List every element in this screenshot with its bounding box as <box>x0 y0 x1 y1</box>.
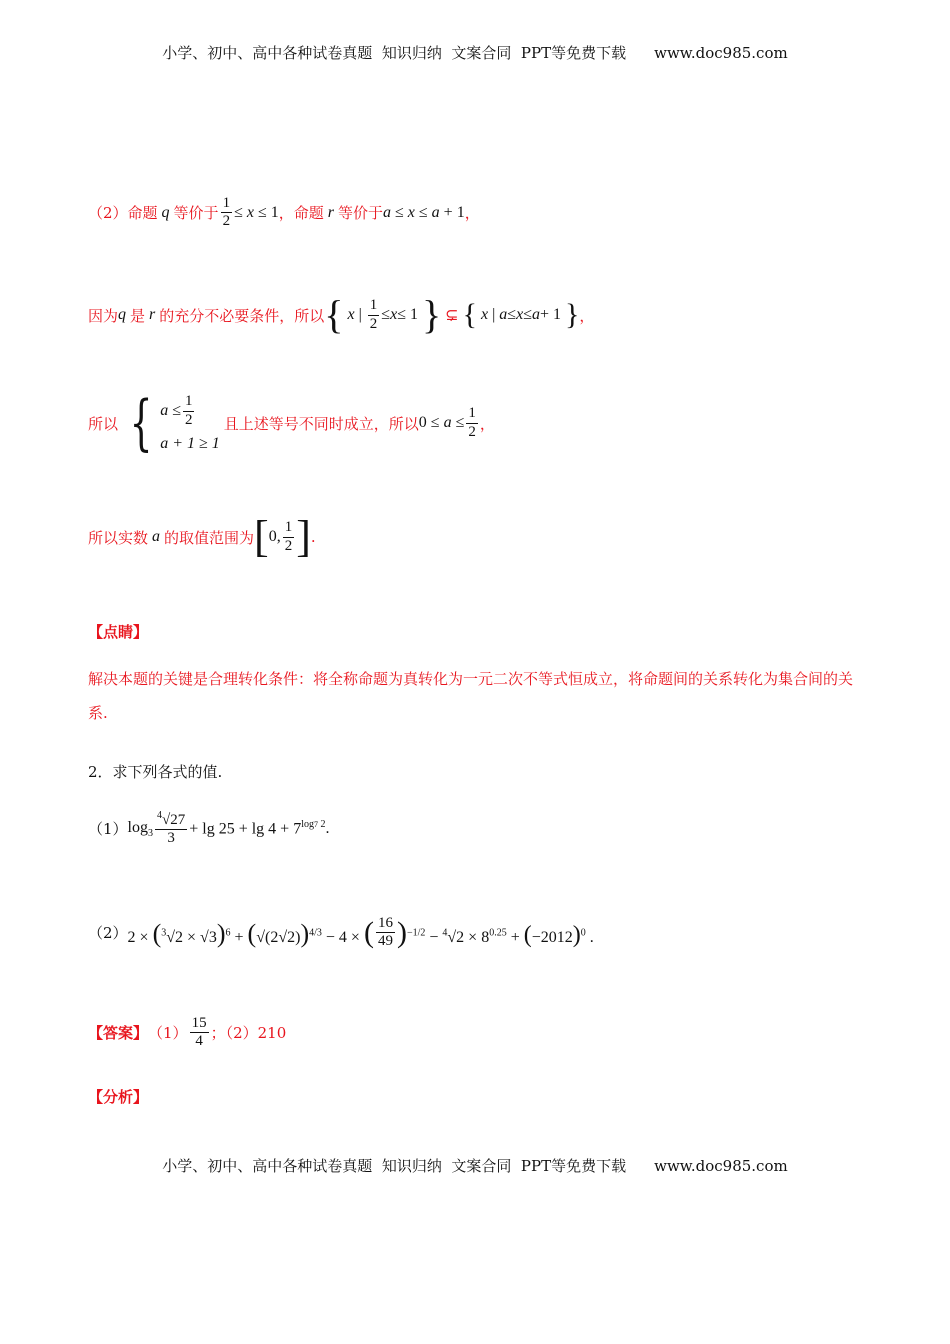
text: 所以 <box>88 414 119 433</box>
footer-text: 小学、初中、高中各种试卷真题 知识归纳 文案合同 PPT等免费下载 <box>162 1157 627 1175</box>
math: r <box>145 306 160 323</box>
text: 的取值范围为 <box>164 528 255 547</box>
answer-label: 【答案】 <box>88 1024 149 1043</box>
footer-url: www.doc985.com <box>654 1157 788 1175</box>
fraction: $\frac{1}{2}$ <box>222 195 231 230</box>
math: $\log_3$ <box>127 818 153 839</box>
text: 是 <box>130 306 146 325</box>
page-footer <box>0 1155 950 1176</box>
answer-line <box>88 1015 286 1051</box>
text: （1） <box>148 1024 188 1043</box>
fraction: $\frac{15}{4}$ <box>191 1015 207 1050</box>
inequality-system: { a ≤ $\frac{1}{2}$ a + 1 ≥ 1 <box>129 388 220 458</box>
text: ， <box>579 306 595 325</box>
question-2-title: 2．求下列各式的值. <box>88 763 223 781</box>
math: + $\lg 25 + \lg 4 + 7^{log7 2}$ <box>189 819 326 838</box>
solution-line-2 <box>88 292 595 337</box>
math: )$^{-1/2} - ^4√2 \times 8^{0.25} + (-2012)^0$ . <box>396 915 594 949</box>
text: ， <box>464 204 480 223</box>
text: ， <box>479 414 495 433</box>
math: a ≤ x ≤ a + 1 <box>383 203 465 221</box>
solution-line-4 <box>88 512 316 561</box>
text: （2）命题 <box>88 204 158 223</box>
dianjing-text: 解决本题的关键是合理转化条件：将全称命题为真转化为一元二次不等式恒成立，将命题间的关系转化为集合间的关系. <box>88 670 854 722</box>
math: $2 \times (^3√2 \times √3)^6 + (√(2√2))^{4/3} - 4$ × ( <box>127 915 374 949</box>
question-2-part-2 <box>88 915 594 951</box>
math: q <box>118 306 131 323</box>
text: 等价于 <box>337 204 383 223</box>
text: 的充分不必要条件，所以 <box>159 306 325 325</box>
text: . <box>310 528 316 546</box>
math: q <box>157 203 174 221</box>
text: ，命题 <box>278 204 324 223</box>
solution-line-3 <box>88 388 495 458</box>
subset-symbol: ⊊ <box>441 307 463 324</box>
text: 因为 <box>88 306 119 325</box>
math: ≤ x ≤ 1 <box>234 203 279 221</box>
text: （2） <box>88 924 128 943</box>
math: r <box>323 203 338 221</box>
text: ；（2）210 <box>210 1024 287 1043</box>
question-2-part-1 <box>88 810 329 848</box>
text: 且上述等号不同时成立，所以 <box>223 414 419 433</box>
fenxi-label: 【分析】 <box>88 1088 149 1106</box>
header-url: www.doc985.com <box>654 44 788 62</box>
set-r: { x | a ≤ x ≤ a + 1 } <box>462 298 580 331</box>
fraction: $\frac{16}{49}$ <box>377 915 393 950</box>
text: （1） <box>88 820 128 839</box>
fraction: $\frac{^4√27}{3}$ <box>157 810 186 847</box>
set-q: { x | $\frac{1}{2}$ ≤ x ≤ 1 } <box>324 292 442 337</box>
dianjing-label: 【点睛】 <box>88 623 149 641</box>
math: a <box>148 528 165 545</box>
interval: [ 0, $\frac{1}{2}$ ] <box>254 512 311 561</box>
solution-line-1 <box>88 195 480 231</box>
text: 等价于 <box>173 204 219 223</box>
text: 所以实数 <box>88 528 149 547</box>
math: . <box>325 819 330 837</box>
fraction: $\frac{1}{2}$ <box>468 405 476 440</box>
page-header <box>0 42 950 63</box>
math: 0 ≤ a ≤ <box>418 414 465 431</box>
header-text: 小学、初中、高中各种试卷真题 知识归纳 文案合同 PPT等免费下载 <box>162 44 627 62</box>
